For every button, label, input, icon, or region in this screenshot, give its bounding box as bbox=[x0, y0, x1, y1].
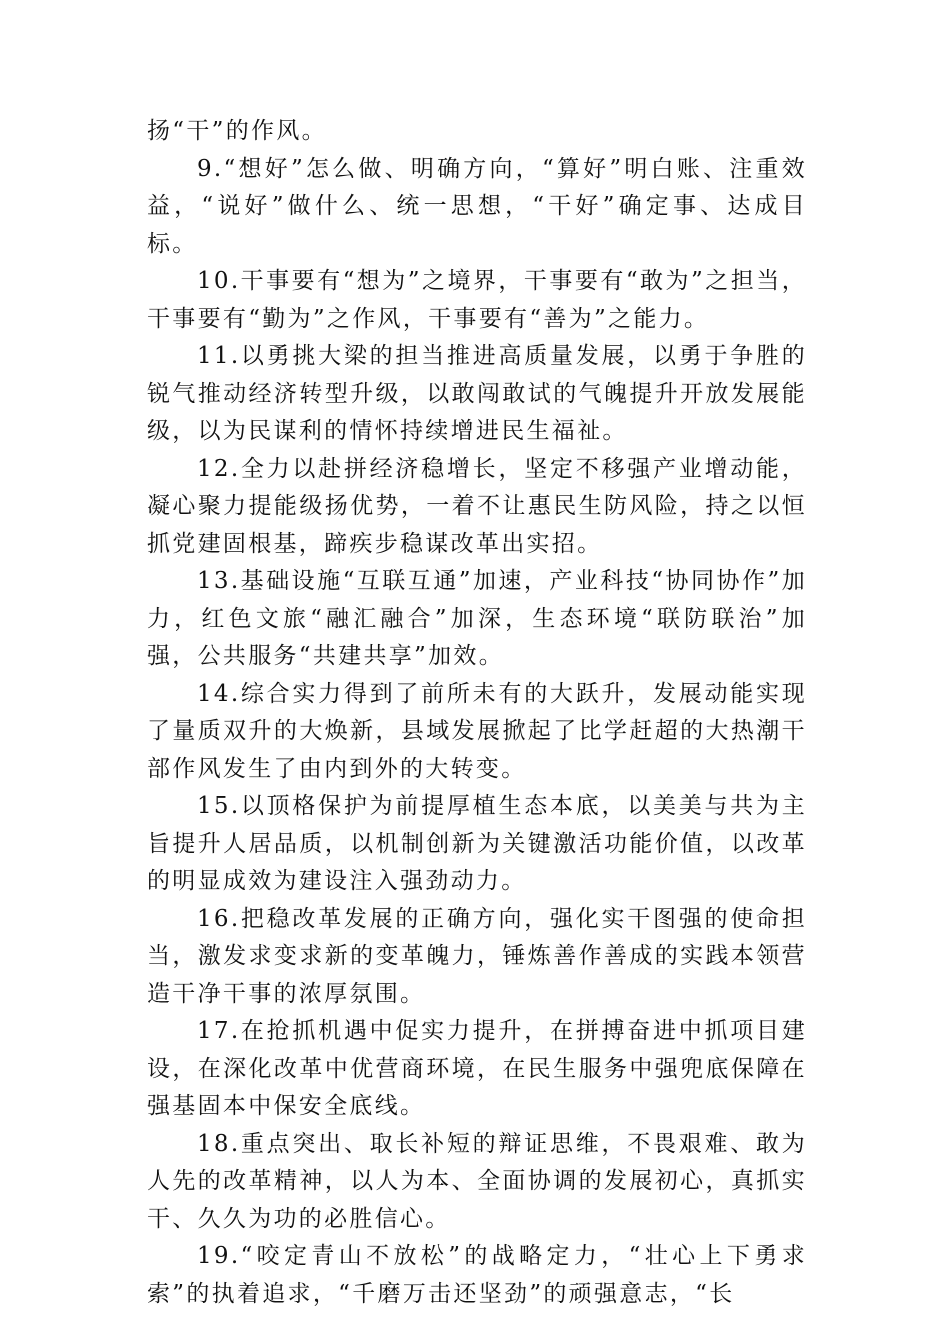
paragraph-item-11: 11.以勇挑大梁的担当推进高质量发展，以勇于争胜的锐气推动经济转型升级，以敢闯敢试的气魄提升开放发展能级，以为民谋利的情怀持续增进民生福祉。 bbox=[147, 343, 807, 444]
paragraph-item-14: 14.综合实力得到了前所未有的大跃升，发展动能实现了量质双升的大焕新，县域发展掀起了比学赶超的大热潮干部作风发生了由内到外的大转变。 bbox=[147, 680, 807, 782]
paragraph-item-12: 12.全力以赴拼经济稳增长，坚定不移强产业增动能，凝心聚力提能级扬优势，一着不让惠民生防风险，持之以恒抓党建固根基，蹄疾步稳谋改革出实招。 bbox=[147, 455, 807, 557]
paragraph-item-15: 15.以顶格保护为前提厚植生态本底，以美美与共为主旨提升人居品质，以机制创新为关键激活功能价值，以改革的明显成效为建设注入强劲动力。 bbox=[147, 793, 807, 894]
paragraph-item-17: 17.在抢抓机遇中促实力提升，在拼搏奋进中抓项目建设，在深化改革中优营商环境，在民生服务中强兜底保障在强基固本中保安全底线。 bbox=[147, 1018, 807, 1119]
paragraph-item-19: 19.“咬定青山不放松”的战略定力，“壮心上下勇求索”的执着追求，“千磨万击还坚劲”的顽强意志，“长 bbox=[147, 1243, 807, 1307]
paragraph-continuation: 扬“干”的作风。 bbox=[147, 118, 327, 144]
document-body bbox=[147, 113, 807, 1313]
paragraph-item-18: 18.重点突出、取长补短的辩证思维，不畏艰难、敢为人先的改革精神，以人为本、全面协调的发展初心，真抓实干、久久为功的必胜信心。 bbox=[147, 1130, 807, 1232]
paragraph-item-9: 9.“想好”怎么做、明确方向，“算好”明白账、注重效益，“说好”做什么、统一思想，“干好”确定事、达成目标。 bbox=[147, 155, 807, 257]
paragraph-item-10: 10.干事要有“想为”之境界，干事要有“敢为”之担当，干事要有“勤为”之作风，干事要有“善为”之能力。 bbox=[147, 268, 807, 332]
paragraph-item-13: 13.基础设施“互联互通”加速，产业科技“协同协作”加力，红色文旅“融汇融合”加深，生态环境“联防联治”加强，公共服务“共建共享”加效。 bbox=[147, 568, 807, 669]
paragraph-item-16: 16.把稳改革发展的正确方向，强化实干图强的使命担当，激发求变求新的变革魄力，锤炼善作善成的实践本领营造干净干事的浓厚氛围。 bbox=[147, 905, 807, 1007]
